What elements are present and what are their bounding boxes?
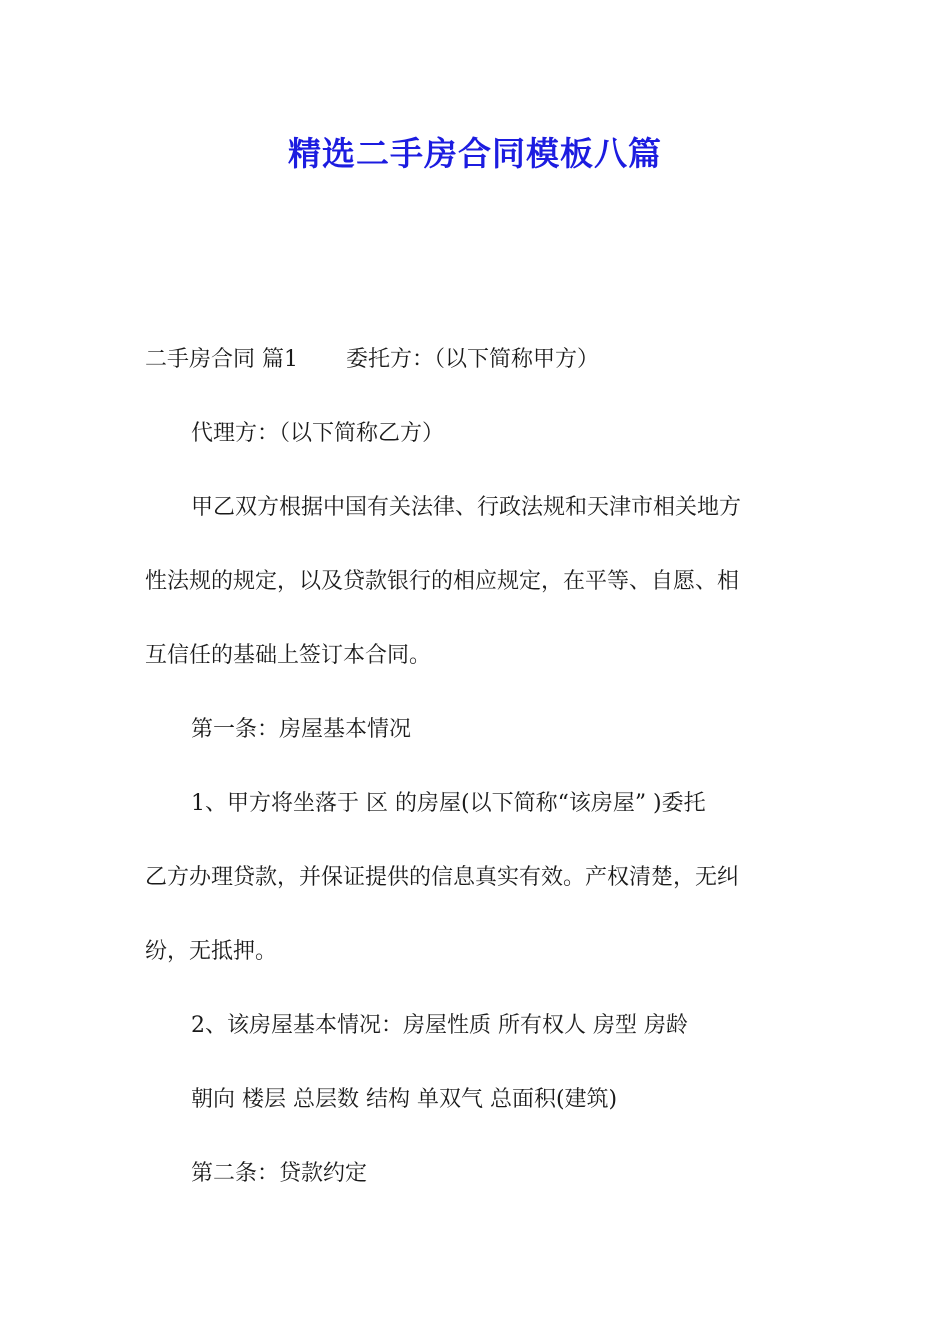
document-title: 精选二手房合同模板八篇 — [288, 134, 662, 173]
paragraph-line: 1、甲方将坐落于 区 的房屋(以下简称“该房屋” )委托 — [191, 791, 706, 816]
paragraph-line: 第二条：贷款约定 — [191, 1161, 368, 1186]
paragraph-line: 第一条：房屋基本情况 — [191, 717, 412, 742]
document-body — [145, 336, 810, 1224]
paragraph-line: 2、该房屋基本情况：房屋性质 所有权人 房型 房龄 — [191, 1013, 688, 1038]
paragraph-line: 纷，无抵押。 — [145, 939, 278, 964]
section-heading: 二手房合同 篇1 — [145, 347, 298, 372]
principal-party: 委托方：（以下简称甲方） — [346, 347, 600, 372]
paragraph-line: 互信任的基础上签订本合同。 — [145, 643, 432, 668]
paragraph-line: 代理方：（以下简称乙方） — [191, 421, 445, 446]
paragraph-line: 朝向 楼层 总层数 结构 单双气 总面积(建筑) — [191, 1087, 618, 1112]
paragraph-line: 性法规的规定，以及贷款银行的相应规定，在平等、自愿、相 — [145, 569, 740, 594]
paragraph-line-heading — [145, 336, 810, 410]
paragraph-line: 乙方办理贷款，并保证提供的信息真实有效。产权清楚，无纠 — [145, 865, 740, 890]
paragraph-line: 甲乙双方根据中国有关法律、行政法规和天津市相关地方 — [191, 495, 742, 520]
